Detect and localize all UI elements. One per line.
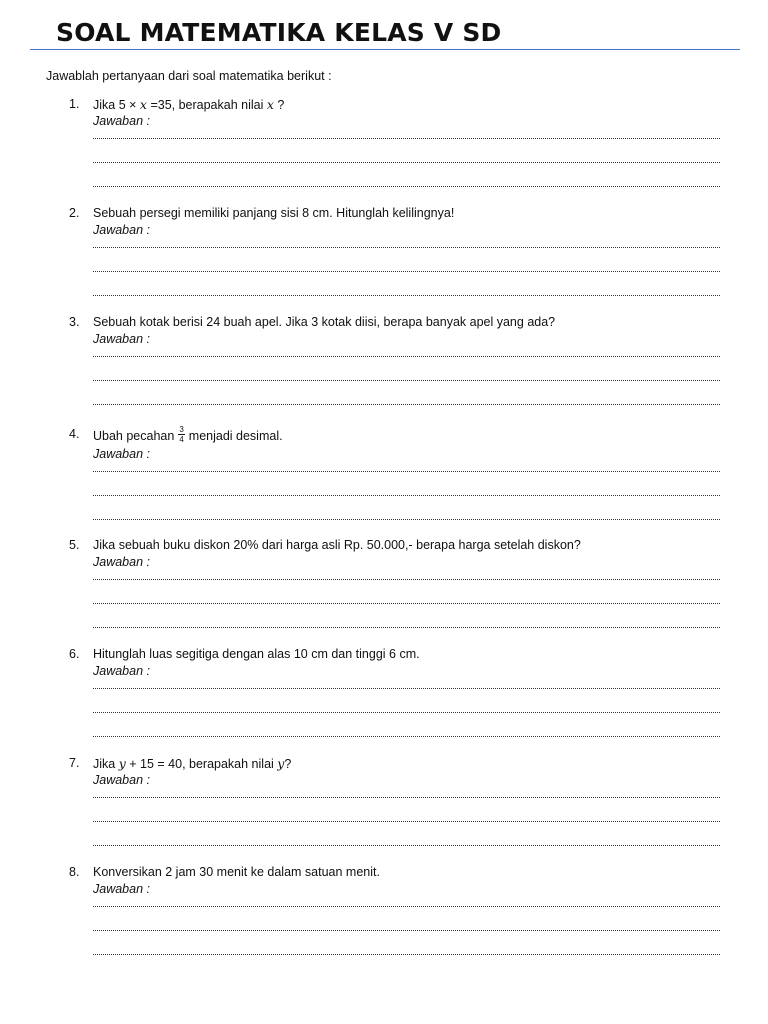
question-text: Sebuah kotak berisi 24 buah apel. Jika 3 kotak diisi, berapa banyak apel yang ada? bbox=[93, 315, 556, 329]
question-6 bbox=[0, 647, 768, 747]
answer-label: Jawaban : bbox=[93, 555, 150, 569]
answer-line[interactable] bbox=[93, 404, 720, 405]
question-text: Jika sebuah buku diskon 20% dari harga asli Rp. 50.000,- berapa harga setelah diskon? bbox=[93, 538, 581, 552]
question-5 bbox=[0, 538, 768, 638]
answer-line[interactable] bbox=[93, 579, 720, 580]
answer-line[interactable] bbox=[93, 138, 720, 139]
answer-line[interactable] bbox=[93, 821, 720, 822]
answer-line[interactable] bbox=[93, 356, 720, 357]
variable-x: x bbox=[266, 97, 274, 112]
answer-line[interactable] bbox=[93, 627, 720, 628]
question-number: 7. bbox=[69, 756, 80, 770]
answer-label: Jawaban : bbox=[93, 223, 150, 237]
question-number: 4. bbox=[69, 427, 80, 441]
instructions: Jawablah pertanyaan dari soal matematika berikut : bbox=[46, 69, 332, 83]
answer-line[interactable] bbox=[93, 845, 720, 846]
answer-label: Jawaban : bbox=[93, 114, 150, 128]
variable-x: x bbox=[139, 97, 147, 112]
fraction bbox=[178, 425, 184, 444]
answer-line[interactable] bbox=[93, 712, 720, 713]
answer-line[interactable] bbox=[93, 186, 720, 187]
answer-label: Jawaban : bbox=[93, 447, 150, 461]
question-text: Konversikan 2 jam 30 menit ke dalam satuan menit. bbox=[93, 865, 380, 879]
variable-y: y bbox=[118, 756, 126, 771]
question-number: 8. bbox=[69, 865, 80, 879]
answer-line[interactable] bbox=[93, 954, 720, 955]
answer-label: Jawaban : bbox=[93, 332, 150, 346]
question-number: 5. bbox=[69, 538, 80, 552]
question-7 bbox=[0, 756, 768, 856]
answer-line[interactable] bbox=[93, 603, 720, 604]
answer-line[interactable] bbox=[93, 736, 720, 737]
question-number: 3. bbox=[69, 315, 80, 329]
answer-line[interactable] bbox=[93, 519, 720, 520]
fraction-denominator: 4 bbox=[179, 435, 184, 444]
question-1 bbox=[0, 97, 768, 197]
title-underline bbox=[30, 49, 740, 50]
question-text: Hitunglah luas segitiga dengan alas 10 cm dan tinggi 6 cm. bbox=[93, 647, 420, 661]
question-number: 6. bbox=[69, 647, 80, 661]
question-8 bbox=[0, 865, 768, 965]
answer-line[interactable] bbox=[93, 247, 720, 248]
question-text: Ubah pecahan $\frac{3}{4}$ menjadi desimal. bbox=[93, 425, 283, 444]
question-text: Jika 5 × x =35, berapakah nilai x ? bbox=[93, 97, 285, 112]
answer-line[interactable] bbox=[93, 162, 720, 163]
answer-line[interactable] bbox=[93, 495, 720, 496]
question-number: 2. bbox=[69, 206, 80, 220]
answer-line[interactable] bbox=[93, 906, 720, 907]
answer-line[interactable] bbox=[93, 295, 720, 296]
answer-line[interactable] bbox=[93, 471, 720, 472]
question-text: Sebuah persegi memiliki panjang sisi 8 cm. Hitunglah kelilingnya! bbox=[93, 206, 455, 220]
answer-label: Jawaban : bbox=[93, 664, 150, 678]
answer-line[interactable] bbox=[93, 380, 720, 381]
question-4 bbox=[0, 427, 768, 527]
question-text: Jika y + 15 = 40, berapakah nilai y? bbox=[93, 756, 292, 771]
answer-line[interactable] bbox=[93, 797, 720, 798]
answer-label: Jawaban : bbox=[93, 773, 150, 787]
answer-line[interactable] bbox=[93, 930, 720, 931]
variable-y: y bbox=[277, 756, 285, 771]
question-number: 1. bbox=[69, 97, 80, 111]
fraction-numerator: 3 bbox=[179, 425, 184, 434]
answer-line[interactable] bbox=[93, 688, 720, 689]
page-title: SOAL MATEMATIKA KELAS V SD bbox=[56, 18, 502, 47]
answer-label: Jawaban : bbox=[93, 882, 150, 896]
answer-line[interactable] bbox=[93, 271, 720, 272]
question-2 bbox=[0, 206, 768, 306]
question-3 bbox=[0, 315, 768, 415]
